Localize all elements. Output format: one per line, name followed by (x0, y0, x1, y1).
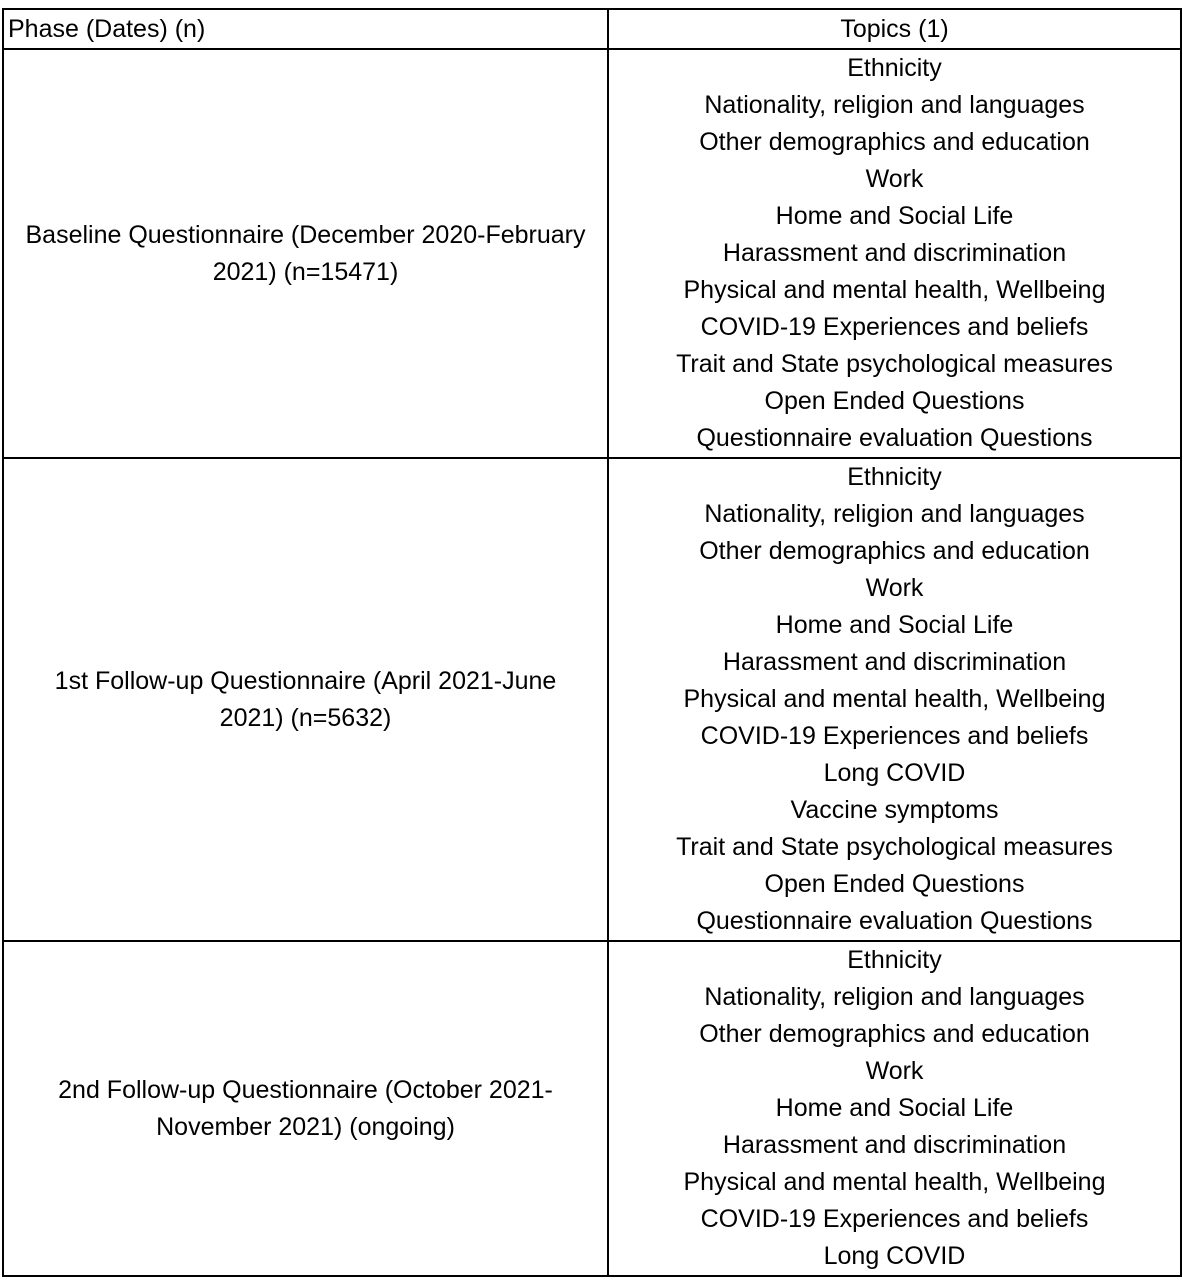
topic-item: Work (865, 574, 924, 602)
phase-cell: Baseline Questionnaire (December 2020-February 2021) (n=15471) (3, 49, 608, 458)
topic-item: Nationality, religion and languages (704, 500, 1085, 528)
topic-item: Open Ended Questions (764, 870, 1025, 898)
phase-cell: 2nd Follow-up Questionnaire (October 2021-November 2021) (ongoing) (3, 941, 608, 1276)
topics-cell (608, 941, 1181, 1276)
table-header-row (3, 9, 1181, 49)
phases-topics-table (2, 8, 1182, 1277)
topic-item: Physical and mental health, Wellbeing (683, 685, 1106, 713)
topic-item: Harassment and discrimination (722, 648, 1067, 676)
topic-item: Physical and mental health, Wellbeing (683, 1168, 1106, 1196)
header-topics: Topics (1) (608, 9, 1181, 49)
topic-item: Nationality, religion and languages (704, 91, 1085, 119)
topic-item: Long COVID (823, 759, 966, 787)
topic-item: Harassment and discrimination (722, 239, 1067, 267)
topic-item: Trait and State psychological measures (676, 350, 1113, 378)
table-row (3, 49, 1181, 458)
topic-item: Physical and mental health, Wellbeing (683, 276, 1106, 304)
topic-item: Vaccine symptoms (790, 796, 999, 824)
topic-item: Other demographics and education (699, 537, 1090, 565)
topic-item: Questionnaire evaluation Questions (696, 907, 1093, 935)
topic-item: Harassment and discrimination (722, 1131, 1067, 1159)
topic-item: Trait and State psychological measures (676, 833, 1113, 861)
header-phase: Phase (Dates) (n) (3, 9, 608, 49)
topic-item: Questionnaire evaluation Questions (696, 424, 1093, 452)
table-row (3, 941, 1181, 1276)
topic-item: Open Ended Questions (764, 387, 1025, 415)
topic-item: Ethnicity (847, 946, 942, 974)
topic-item: COVID-19 Experiences and beliefs (700, 722, 1089, 750)
topic-item: Nationality, religion and languages (704, 983, 1085, 1011)
phase-cell: 1st Follow-up Questionnaire (April 2021-June 2021) (n=5632) (3, 458, 608, 941)
topics-cell (608, 458, 1181, 941)
topics-cell (608, 49, 1181, 458)
topic-item: Home and Social Life (775, 1094, 1014, 1122)
topic-item: Long COVID (823, 1242, 966, 1270)
topic-item: Home and Social Life (775, 611, 1014, 639)
topic-item: Ethnicity (847, 463, 942, 491)
topic-item: Home and Social Life (775, 202, 1014, 230)
topic-item: Work (865, 165, 924, 193)
topic-item: COVID-19 Experiences and beliefs (700, 1205, 1089, 1233)
topic-item: Ethnicity (847, 54, 942, 82)
topic-item: Other demographics and education (699, 1020, 1090, 1048)
topic-item: Work (865, 1057, 924, 1085)
topic-item: Other demographics and education (699, 128, 1090, 156)
table-row (3, 458, 1181, 941)
topic-item: COVID-19 Experiences and beliefs (700, 313, 1089, 341)
